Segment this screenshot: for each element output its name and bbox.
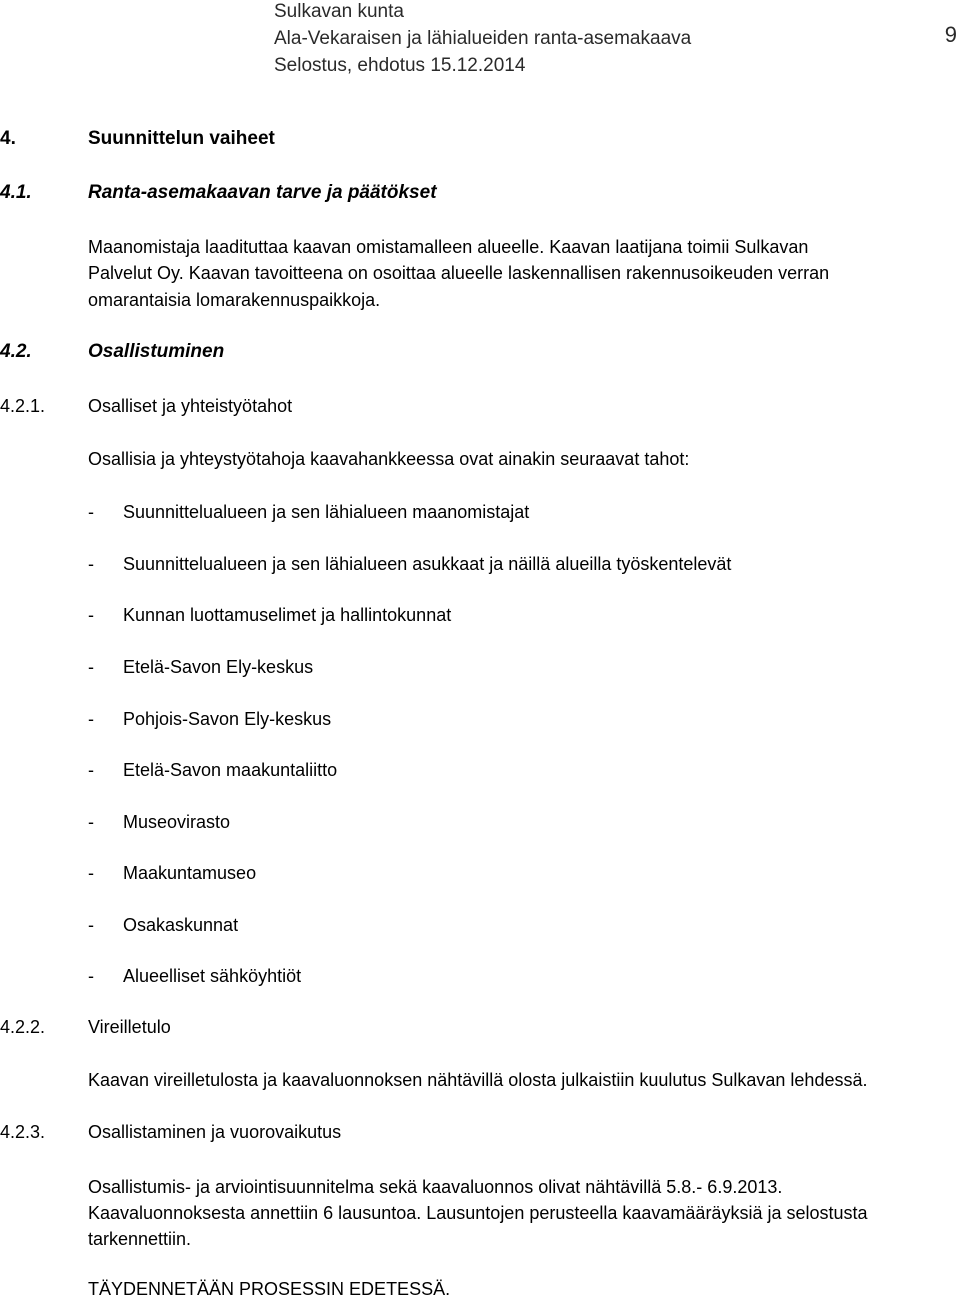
list-item: Pohjois-Savon Ely-keskus bbox=[123, 709, 332, 729]
section-4-2-number: 4.2. bbox=[0, 341, 32, 362]
list-dash: - bbox=[88, 915, 94, 935]
list-dash: - bbox=[88, 760, 94, 780]
list-item: Suunnittelualueen ja sen lähialueen maanomistajat bbox=[123, 502, 530, 522]
section-4-2-3-paragraph-line: Kaavaluonnoksesta annettiin 6 lausuntoa. Lausuntojen perusteella kaavamääräyksiä ja selostusta bbox=[88, 1203, 868, 1223]
list-dash: - bbox=[88, 966, 94, 986]
list-item: Osakaskunnat bbox=[123, 915, 239, 935]
section-4-2-1-number: 4.2.1. bbox=[0, 396, 46, 416]
list-dash: - bbox=[88, 812, 94, 832]
list-item: Etelä-Savon maakuntaliitto bbox=[123, 760, 338, 780]
page-number: 9 bbox=[944, 22, 957, 47]
section-4-1-paragraph-line: omarantaisia lomarakennuspaikkoja. bbox=[88, 290, 381, 310]
section-4-2-3-title: Osallistaminen ja vuorovaikutus bbox=[88, 1122, 342, 1142]
stakeholders-intro: Osallisia ja yhteystyötahoja kaavahankkeessa ovat ainakin seuraavat tahot: bbox=[88, 449, 690, 469]
list-item: Suunnittelualueen ja sen lähialueen asukkaat ja näillä alueilla työskentelevät bbox=[123, 554, 732, 574]
list-item: Alueelliset sähköyhtiöt bbox=[123, 966, 302, 986]
header-document-status: Selostus, ehdotus 15.12.2014 bbox=[274, 55, 526, 76]
section-4-2-2-number: 4.2.2. bbox=[0, 1017, 46, 1037]
list-dash: - bbox=[88, 863, 94, 883]
header-municipality: Sulkavan kunta bbox=[274, 1, 404, 22]
list-item: Kunnan luottamuselimet ja hallintokunnat bbox=[123, 605, 452, 625]
section-4-2-2-title: Vireilletulo bbox=[88, 1017, 171, 1037]
list-item: Maakuntamuseo bbox=[123, 863, 257, 883]
section-4-1-paragraph-line: Maanomistaja laadituttaa kaavan omistamalleen alueelle. Kaavan laatijana toimii Sulkavan bbox=[88, 237, 809, 257]
section-4-2-3-number: 4.2.3. bbox=[0, 1122, 46, 1142]
list-dash: - bbox=[88, 709, 94, 729]
process-note: TÄYDENNETÄÄN PROSESSIN EDETESSÄ. bbox=[88, 1279, 451, 1299]
list-dash: - bbox=[88, 554, 94, 574]
list-item: Etelä-Savon Ely-keskus bbox=[123, 657, 314, 677]
header-plan-name: Ala-Vekaraisen ja lähialueiden ranta-asemakaava bbox=[274, 28, 692, 49]
list-item: Museovirasto bbox=[123, 812, 231, 832]
section-4-title: Suunnittelun vaiheet bbox=[88, 128, 275, 149]
list-dash: - bbox=[88, 657, 94, 677]
section-4-2-2-paragraph: Kaavan vireilletulosta ja kaavaluonnoksen nähtävillä olosta julkaistiin kuulutus Sulkavan lehdessä. bbox=[88, 1070, 868, 1090]
section-4-1-number: 4.1. bbox=[0, 182, 32, 203]
section-4-1-paragraph-line: Palvelut Oy. Kaavan tavoitteena on osoittaa alueelle laskennallisen rakennusoikeuden verran bbox=[88, 263, 830, 283]
section-4-2-3-paragraph-line: tarkennettiin. bbox=[88, 1229, 192, 1249]
section-4-2-1-title: Osalliset ja yhteistyötahot bbox=[88, 396, 293, 416]
list-dash: - bbox=[88, 605, 94, 625]
section-4-1-title: Ranta-asemakaavan tarve ja päätökset bbox=[88, 182, 437, 203]
section-4-number: 4. bbox=[0, 128, 16, 149]
list-dash: - bbox=[88, 502, 94, 522]
section-4-2-3-paragraph-line: Osallistumis- ja arviointisuunnitelma sekä kaavaluonnos olivat nähtävillä 5.8.- 6.9.2013. bbox=[88, 1177, 783, 1197]
section-4-2-title: Osallistuminen bbox=[88, 341, 225, 362]
